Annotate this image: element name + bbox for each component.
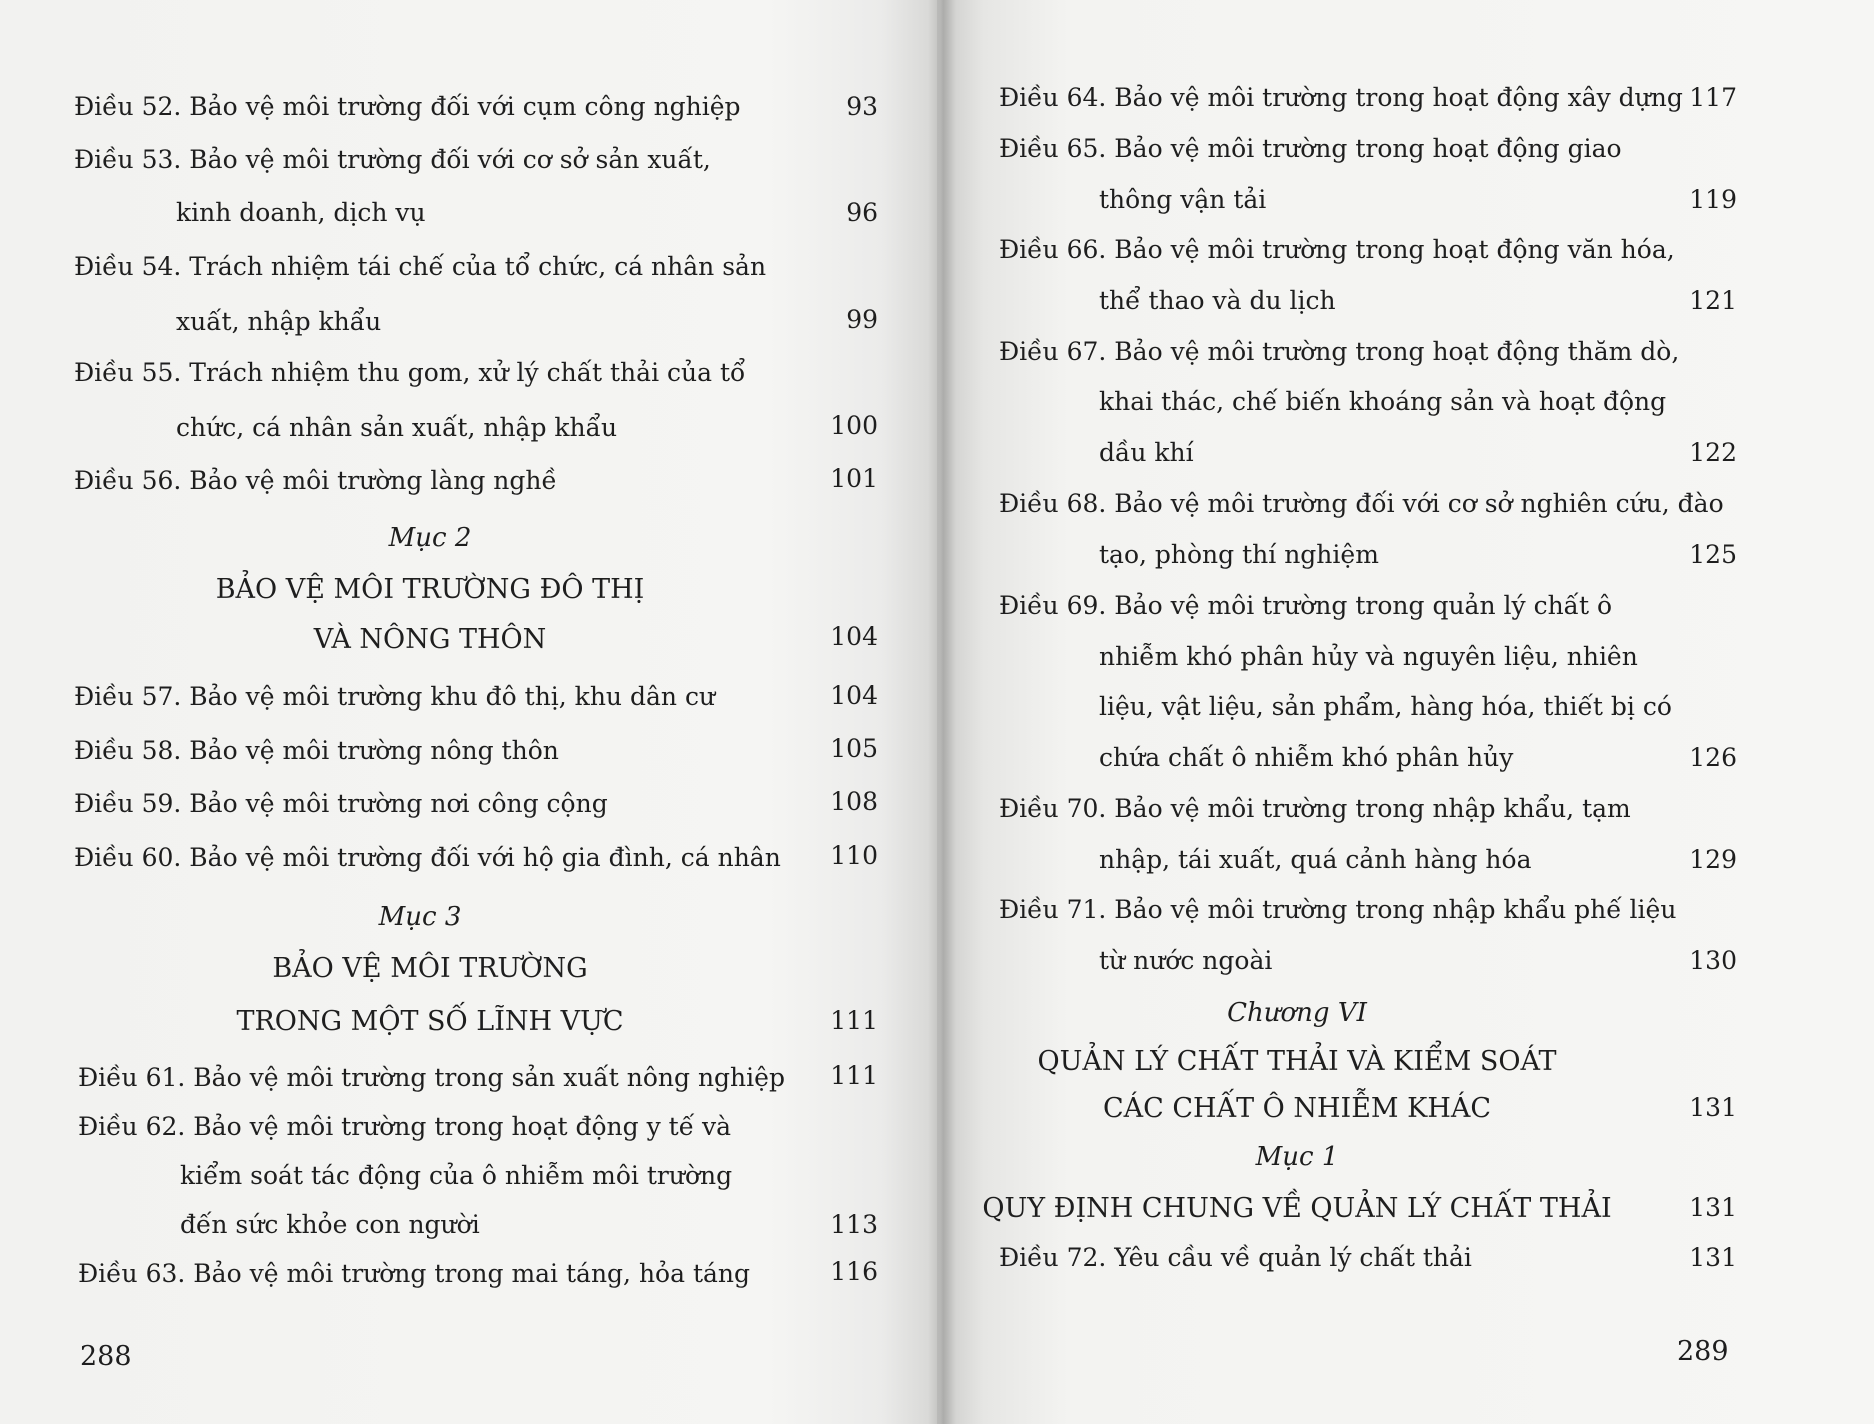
entry-line: chứa chất ô nhiễm khó phân hủy xyxy=(1099,743,1514,772)
section-title-line: BẢO VỆ MÔI TRƯỜNG ĐÔ THỊ xyxy=(215,574,645,605)
entry-page-number: 105 xyxy=(830,734,878,763)
entry-page-number: 99 xyxy=(846,305,878,334)
entry-line: Điều 60. Bảo vệ môi trường đối với hộ gia đình, cá nhân xyxy=(74,843,781,872)
section-title-line: QUY ĐỊNH CHUNG VỀ QUẢN LÝ CHẤT THẢI xyxy=(982,1193,1612,1224)
entry-line: Điều 68. Bảo vệ môi trường đối với cơ sở nghiên cứu, đào xyxy=(999,489,1724,518)
entry-line: Điều 63. Bảo vệ môi trường trong mai táng, hỏa táng xyxy=(78,1259,751,1288)
entry-line: Điều 59. Bảo vệ môi trường nơi công cộng xyxy=(74,789,608,818)
entry-line: kiểm soát tác động của ô nhiễm môi trường xyxy=(180,1161,733,1190)
entry-line: nhập, tái xuất, quá cảnh hàng hóa xyxy=(1099,845,1532,874)
entry-line: Điều 67. Bảo vệ môi trường trong hoạt động thăm dò, xyxy=(999,337,1680,366)
entry-page-number: 100 xyxy=(830,411,878,440)
entry-line: Điều 54. Trách nhiệm tái chế của tổ chức, cá nhân sản xyxy=(74,252,767,281)
section-title-line: BẢO VỆ MÔI TRƯỜNG xyxy=(272,953,588,984)
section-page-number: 111 xyxy=(830,1006,878,1035)
entry-page-number: 131 xyxy=(1689,1243,1737,1272)
entry-line: Điều 66. Bảo vệ môi trường trong hoạt động văn hóa, xyxy=(999,235,1675,264)
entry-page-number: 116 xyxy=(830,1257,878,1286)
entry-page-number: 129 xyxy=(1689,845,1737,874)
entry-line: Điều 69. Bảo vệ môi trường trong quản lý chất ô xyxy=(999,591,1613,620)
entry-line: khai thác, chế biến khoáng sản và hoạt động xyxy=(1099,387,1667,416)
entry-line: Điều 65. Bảo vệ môi trường trong hoạt động giao xyxy=(999,134,1622,163)
entry-line: dầu khí xyxy=(1099,438,1194,467)
entry-line: thể thao và du lịch xyxy=(1099,286,1336,315)
page-number-footer: 289 xyxy=(1677,1336,1729,1367)
entry-line: Điều 52. Bảo vệ môi trường đối với cụm công nghiệp xyxy=(74,92,741,121)
chapter-page-number: 131 xyxy=(1689,1093,1737,1122)
entry-page-number: 125 xyxy=(1689,540,1737,569)
page-number-footer: 288 xyxy=(80,1341,132,1372)
chapter-label: Chương VI xyxy=(1227,998,1367,1028)
entry-page-number: 130 xyxy=(1689,946,1737,975)
section-page-number: 131 xyxy=(1689,1193,1737,1222)
entry-line: Điều 55. Trách nhiệm thu gom, xử lý chất thải của tổ xyxy=(74,358,746,387)
entry-page-number: 113 xyxy=(830,1210,878,1239)
entry-line: xuất, nhập khẩu xyxy=(176,307,382,336)
entry-page-number: 111 xyxy=(830,1061,878,1090)
entry-line: từ nước ngoài xyxy=(1099,946,1273,975)
section-label: Mục 3 xyxy=(378,902,462,932)
entry-page-number: 121 xyxy=(1689,286,1737,315)
section-label: Mục 2 xyxy=(388,523,472,553)
entry-line: kinh doanh, dịch vụ xyxy=(176,198,426,227)
entry-line: Điều 61. Bảo vệ môi trường trong sản xuất nông nghiệp xyxy=(78,1063,785,1092)
entry-line: thông vận tải xyxy=(1099,185,1267,214)
entry-page-number: 119 xyxy=(1689,185,1737,214)
entry-page-number: 104 xyxy=(830,681,878,710)
right-page xyxy=(937,0,1874,1424)
section-title-line: VÀ NÔNG THÔN xyxy=(313,624,547,655)
entry-page-number: 108 xyxy=(830,787,878,816)
section-title-line: TRONG MỘT SỐ LĨNH VỰC xyxy=(236,1006,624,1037)
entry-line: Điều 70. Bảo vệ môi trường trong nhập khẩu, tạm xyxy=(999,794,1631,823)
entry-page-number: 96 xyxy=(846,198,878,227)
entry-page-number: 117 xyxy=(1689,83,1737,112)
entry-page-number: 122 xyxy=(1689,438,1737,467)
chapter-title-line: QUẢN LÝ CHẤT THẢI VÀ KIỂM SOÁT xyxy=(1037,1046,1557,1077)
section-page-number: 104 xyxy=(830,622,878,651)
entry-page-number: 110 xyxy=(830,841,878,870)
entry-line: đến sức khỏe con người xyxy=(180,1210,480,1239)
chapter-title-line: CÁC CHẤT Ô NHIỄM KHÁC xyxy=(1102,1093,1492,1124)
entry-line: Điều 72. Yêu cầu về quản lý chất thải xyxy=(999,1243,1472,1272)
section-label: Mục 1 xyxy=(1255,1142,1339,1172)
entry-line: chức, cá nhân sản xuất, nhập khẩu xyxy=(176,413,618,442)
entry-page-number: 126 xyxy=(1689,743,1737,772)
entry-line: Điều 62. Bảo vệ môi trường trong hoạt động y tế và xyxy=(78,1112,732,1141)
entry-line: tạo, phòng thí nghiệm xyxy=(1099,540,1379,569)
entry-line: Điều 57. Bảo vệ môi trường khu đô thị, khu dân cư xyxy=(74,682,716,711)
entry-page-number: 93 xyxy=(846,92,878,121)
entry-page-number: 101 xyxy=(830,464,878,493)
entry-line: Điều 71. Bảo vệ môi trường trong nhập khẩu phế liệu xyxy=(999,895,1677,924)
entry-line: nhiễm khó phân hủy và nguyên liệu, nhiên xyxy=(1099,642,1638,671)
entry-line: liệu, vật liệu, sản phẩm, hàng hóa, thiết bị có xyxy=(1099,692,1672,721)
entry-line: Điều 53. Bảo vệ môi trường đối với cơ sở sản xuất, xyxy=(74,145,711,174)
entry-line: Điều 58. Bảo vệ môi trường nông thôn xyxy=(74,736,559,765)
entry-line: Điều 56. Bảo vệ môi trường làng nghề xyxy=(74,466,557,495)
entry-line: Điều 64. Bảo vệ môi trường trong hoạt động xây dựng xyxy=(999,83,1683,112)
